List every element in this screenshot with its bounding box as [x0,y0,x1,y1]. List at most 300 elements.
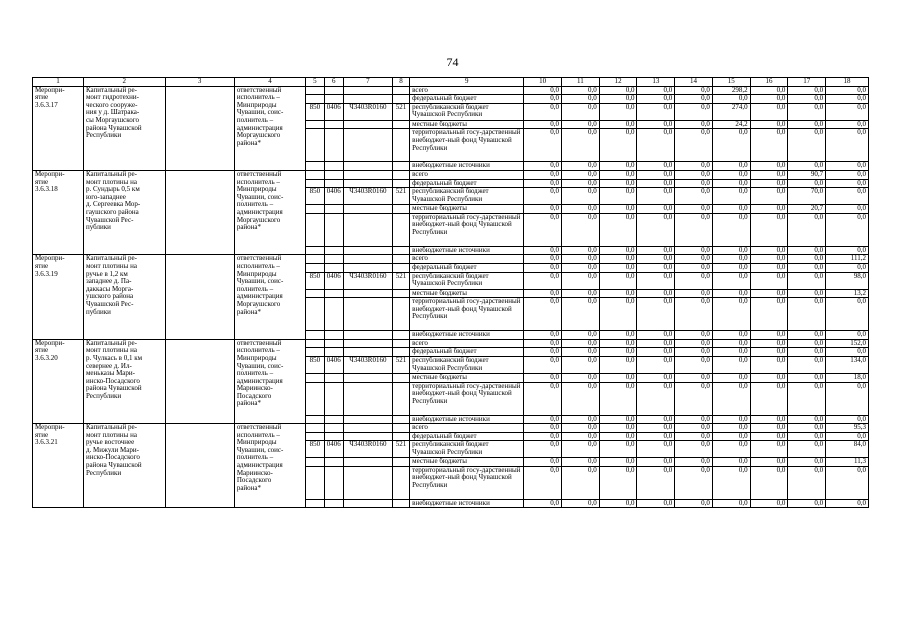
value-cell: 0,0 [788,432,826,441]
value-cell: 0,0 [826,120,869,129]
executor: ответственный исполнитель – Минприроды Чувашии, соис- полнитель – администрация Моргаушского района* [234,255,305,339]
measure-name: Капитальный ре- монт плотины на р. Сундырь 0,5 км юго-западнее д. Сергеевка Мор- гаушского района Чувашской Рес- публики [83,170,165,254]
value-cell: 0,0 [788,103,826,120]
value-cell: 0,0 [750,331,788,340]
value-cell: 0,0 [788,415,826,424]
value-cell: 24,2 [712,120,750,129]
code-c5: 850 [306,356,324,373]
value-cell: 0,0 [599,432,637,441]
code-c6 [324,205,343,214]
value-cell: 0,0 [712,162,750,171]
code-c5 [306,120,324,129]
code-c7 [343,415,392,424]
header-cell: 1 [33,78,84,87]
funding-source: федеральный бюджет [410,179,524,188]
value-cell: 0,0 [562,339,600,348]
code-c5 [306,170,324,179]
value-cell: 0,0 [599,356,637,373]
funding-source: республиканский бюджет Чувашской Республики [410,356,524,373]
value-cell: 0,0 [826,188,869,205]
value-cell: 0,0 [788,213,826,246]
value-cell: 0,0 [524,162,562,171]
value-cell: 0,0 [675,188,713,205]
value-cell: 0,0 [599,424,637,433]
code-c7 [343,255,392,264]
code-c8 [392,205,409,214]
value-cell: 0,0 [712,179,750,188]
value-cell: 0,0 [750,188,788,205]
value-cell: 0,0 [637,255,675,264]
value-cell: 0,0 [750,432,788,441]
value-cell: 0,0 [712,170,750,179]
code-c6 [324,86,343,95]
value-cell: 0,0 [675,415,713,424]
value-cell: 0,0 [675,103,713,120]
value-cell: 0,0 [826,499,869,508]
funding-source: территориальный госу-дарственный внебюджет-ный фонд Чувашской Республики [410,213,524,246]
code-c8 [392,263,409,272]
value-cell: 0,0 [712,95,750,104]
value-cell: 0,0 [524,382,562,415]
value-cell: 0,0 [599,205,637,214]
code-c6 [324,415,343,424]
value-cell: 0,0 [524,356,562,373]
value-cell: 0,0 [788,255,826,264]
value-cell: 0,0 [788,272,826,289]
value-cell: 0,0 [637,499,675,508]
value-cell: 0,0 [599,289,637,298]
value-cell: 0,0 [750,339,788,348]
value-cell: 0,0 [675,179,713,188]
header-cell: 14 [675,78,713,87]
code-c5 [306,255,324,264]
code-c7 [343,424,392,433]
budget-table [32,77,869,508]
value-cell: 0,0 [524,331,562,340]
table-row [33,255,869,264]
code-c8 [392,415,409,424]
value-cell: 95,3 [826,424,869,433]
value-cell: 0,0 [826,466,869,499]
code-c6 [324,95,343,104]
value-cell: 0,0 [675,424,713,433]
header-cell: 12 [599,78,637,87]
code-c8 [392,129,409,162]
value-cell: 0,0 [750,246,788,255]
code-c7 [343,95,392,104]
measure-id: Меропри- ятие 3.6.3.20 [33,339,84,423]
value-cell: 0,0 [826,103,869,120]
value-cell: 98,0 [826,272,869,289]
value-cell: 0,0 [712,466,750,499]
value-cell: 0,0 [750,289,788,298]
value-cell: 0,0 [750,263,788,272]
value-cell: 0,0 [524,86,562,95]
measure-name: Капитальный ре- монт плотины на р. Чулкась в 0,1 км севернее д. Ил- меньказы Мари- инско-Посадского района Чувашской Республики [83,339,165,423]
value-cell: 0,0 [599,129,637,162]
code-c7 [343,466,392,499]
header-cell: 8 [392,78,409,87]
value-cell: 0,0 [788,499,826,508]
code-c5 [306,373,324,382]
value-cell: 0,0 [788,348,826,357]
header-cell: 5 [306,78,324,87]
value-cell: 0,0 [675,466,713,499]
funding-source: всего [410,339,524,348]
executor: ответственный исполнитель – Минприроды Чувашии, соис- полнитель – администрация Моргаушского района* [234,170,305,254]
value-cell: 0,0 [788,129,826,162]
code-c6 [324,162,343,171]
funding-source: внебюджетные источники [410,415,524,424]
value-cell: 0,0 [562,86,600,95]
code-c7 [343,348,392,357]
value-cell: 0,0 [637,179,675,188]
value-cell: 0,0 [675,499,713,508]
value-cell: 274,0 [712,103,750,120]
value-cell: 0,0 [637,205,675,214]
code-c6 [324,339,343,348]
value-cell: 0,0 [712,188,750,205]
value-cell: 0,0 [524,179,562,188]
executor: ответственный исполнитель – Минприроды Чувашии, соис- полнитель – администрация Моргаушского района* [234,86,305,170]
code-c6 [324,289,343,298]
value-cell: 0,0 [675,86,713,95]
value-cell: 0,0 [599,441,637,458]
value-cell: 0,0 [826,331,869,340]
value-cell: 70,0 [788,188,826,205]
code-c7 [343,339,392,348]
funding-source: внебюджетные источники [410,499,524,508]
code-c7 [343,382,392,415]
value-cell: 0,0 [562,213,600,246]
table-row [33,424,869,433]
value-cell: 0,0 [599,415,637,424]
value-cell: 0,0 [524,263,562,272]
funding-source: местные бюджеты [410,205,524,214]
value-cell: 0,0 [562,188,600,205]
value-cell: 0,0 [750,458,788,467]
value-cell: 0,0 [524,298,562,331]
code-c6 [324,120,343,129]
value-cell: 0,0 [750,205,788,214]
value-cell: 0,0 [788,331,826,340]
value-cell: 0,0 [826,95,869,104]
measure-name: Капитальный ре- монт плотины на ручье восточнее д. Мижули Мари- инско-Посадского района Чувашской Республики [83,424,165,508]
code-c5 [306,499,324,508]
funding-source: всего [410,255,524,264]
code-c8 [392,162,409,171]
value-cell: 0,0 [562,499,600,508]
value-cell: 0,0 [599,373,637,382]
value-cell: 0,0 [562,424,600,433]
code-c6 [324,298,343,331]
funding-source: всего [410,170,524,179]
code-c5 [306,213,324,246]
value-cell: 0,0 [712,213,750,246]
code-c8 [392,246,409,255]
code-c7 [343,246,392,255]
value-cell: 0,0 [599,170,637,179]
measure-name: Капитальный ре- монт гидротехни- ческого сооруже- ния у д. Шатрака- сы Моргаушского района Чувашской Республики [83,86,165,170]
table-row [33,86,869,95]
value-cell: 0,0 [712,331,750,340]
value-cell: 0,0 [599,339,637,348]
value-cell: 0,0 [788,179,826,188]
code-c8 [392,86,409,95]
value-cell: 0,0 [599,272,637,289]
value-cell: 0,0 [675,246,713,255]
value-cell: 0,0 [637,162,675,171]
table-row [33,339,869,348]
value-cell: 0,0 [524,95,562,104]
code-c5 [306,298,324,331]
header-row [33,78,869,87]
value-cell: 0,0 [675,298,713,331]
value-cell: 0,0 [788,289,826,298]
code-c7: Ч3403R0160 [343,272,392,289]
value-cell: 0,0 [562,331,600,340]
value-cell: 0,0 [826,415,869,424]
code-c8 [392,382,409,415]
value-cell: 0,0 [675,205,713,214]
code-c7 [343,213,392,246]
value-cell: 0,0 [788,120,826,129]
code-c8 [392,339,409,348]
code-c6 [324,466,343,499]
value-cell: 0,0 [562,298,600,331]
code-c7: Ч3403R0160 [343,356,392,373]
funding-source: местные бюджеты [410,373,524,382]
value-cell: 0,0 [712,373,750,382]
code-c5 [306,179,324,188]
value-cell: 0,0 [637,466,675,499]
value-cell: 0,0 [637,432,675,441]
value-cell: 0,0 [675,373,713,382]
value-cell: 0,0 [637,382,675,415]
value-cell: 0,0 [675,129,713,162]
value-cell: 0,0 [750,95,788,104]
measure-id: Меропри- ятие 3.6.3.17 [33,86,84,170]
code-c6 [324,255,343,264]
code-c5 [306,129,324,162]
value-cell: 0,0 [675,458,713,467]
value-cell: 0,0 [712,339,750,348]
value-cell: 0,0 [562,95,600,104]
value-cell: 0,0 [675,432,713,441]
code-c8: 521 [392,441,409,458]
code-c8 [392,213,409,246]
code-c6 [324,129,343,162]
value-cell: 0,0 [637,458,675,467]
value-cell: 0,0 [562,205,600,214]
value-cell: 0,0 [750,356,788,373]
value-cell: 0,0 [637,298,675,331]
empty-col-3 [165,255,234,339]
code-c6 [324,348,343,357]
code-c5 [306,95,324,104]
value-cell: 0,0 [562,356,600,373]
code-c8 [392,179,409,188]
value-cell: 0,0 [788,466,826,499]
code-c8 [392,466,409,499]
value-cell: 0,0 [524,129,562,162]
value-cell: 0,0 [712,424,750,433]
code-c8 [392,348,409,357]
value-cell: 0,0 [524,424,562,433]
value-cell: 0,0 [788,373,826,382]
code-c5 [306,458,324,467]
value-cell: 0,0 [750,499,788,508]
code-c7 [343,263,392,272]
measure-id: Меропри- ятие 3.6.3.21 [33,424,84,508]
value-cell: 0,0 [524,373,562,382]
code-c6 [324,382,343,415]
header-cell: 18 [826,78,869,87]
value-cell: 0,0 [524,103,562,120]
value-cell: 0,0 [637,331,675,340]
value-cell: 0,0 [826,382,869,415]
header-cell: 17 [788,78,826,87]
value-cell: 0,0 [562,466,600,499]
code-c8 [392,298,409,331]
code-c6 [324,213,343,246]
value-cell: 0,0 [599,263,637,272]
value-cell: 0,0 [675,213,713,246]
code-c5 [306,339,324,348]
code-c7 [343,298,392,331]
code-c8 [392,458,409,467]
measure-id: Меропри- ятие 3.6.3.19 [33,255,84,339]
value-cell: 298,2 [712,86,750,95]
value-cell: 0,0 [712,246,750,255]
value-cell: 0,0 [599,331,637,340]
value-cell: 0,0 [675,162,713,171]
value-cell: 0,0 [637,339,675,348]
code-c6 [324,424,343,433]
value-cell: 0,0 [524,205,562,214]
value-cell: 0,0 [712,298,750,331]
funding-source: федеральный бюджет [410,432,524,441]
value-cell: 0,0 [826,170,869,179]
value-cell: 0,0 [712,255,750,264]
code-c6: 0406 [324,188,343,205]
value-cell: 0,0 [675,339,713,348]
value-cell: 0,0 [826,179,869,188]
funding-source: территориальный госу-дарственный внебюджет-ный фонд Чувашской Республики [410,466,524,499]
value-cell: 0,0 [599,246,637,255]
value-cell: 0,0 [637,170,675,179]
value-cell: 0,0 [750,170,788,179]
table-row [33,170,869,179]
value-cell: 0,0 [712,415,750,424]
value-cell: 0,0 [524,458,562,467]
code-c5 [306,348,324,357]
code-c7 [343,179,392,188]
value-cell: 0,0 [750,424,788,433]
funding-source: территориальный госу-дарственный внебюджет-ный фонд Чувашской Республики [410,129,524,162]
value-cell: 0,0 [599,213,637,246]
code-c6: 0406 [324,356,343,373]
value-cell: 0,0 [826,213,869,246]
code-c7: Ч3403R0160 [343,188,392,205]
code-c8 [392,120,409,129]
value-cell: 0,0 [826,129,869,162]
value-cell: 0,0 [562,129,600,162]
value-cell: 0,0 [524,120,562,129]
value-cell: 0,0 [712,356,750,373]
code-c7 [343,289,392,298]
header-cell: 2 [83,78,165,87]
value-cell: 0,0 [750,298,788,331]
value-cell: 0,0 [712,441,750,458]
code-c6 [324,246,343,255]
code-c6 [324,432,343,441]
value-cell: 0,0 [712,205,750,214]
code-c7 [343,499,392,508]
value-cell: 0,0 [637,129,675,162]
funding-source: федеральный бюджет [410,95,524,104]
code-c6 [324,331,343,340]
code-c7 [343,162,392,171]
value-cell: 0,0 [637,348,675,357]
empty-col-3 [165,86,234,170]
code-c6: 0406 [324,272,343,289]
code-c5: 850 [306,103,324,120]
funding-source: территориальный госу-дарственный внебюджет-ный фонд Чувашской Республики [410,382,524,415]
header-cell: 6 [324,78,343,87]
code-c7 [343,170,392,179]
value-cell: 0,0 [788,162,826,171]
funding-source: местные бюджеты [410,289,524,298]
value-cell: 0,0 [637,95,675,104]
value-cell: 84,0 [826,441,869,458]
value-cell: 0,0 [750,373,788,382]
value-cell: 13,2 [826,289,869,298]
code-c5 [306,205,324,214]
value-cell: 0,0 [524,188,562,205]
code-c5 [306,424,324,433]
value-cell: 0,0 [637,441,675,458]
measure-id: Меропри- ятие 3.6.3.18 [33,170,84,254]
value-cell: 0,0 [562,179,600,188]
value-cell: 0,0 [750,466,788,499]
code-c5 [306,415,324,424]
value-cell: 0,0 [826,162,869,171]
value-cell: 0,0 [524,272,562,289]
value-cell: 20,7 [788,205,826,214]
value-cell: 0,0 [826,246,869,255]
code-c5: 850 [306,441,324,458]
value-cell: 0,0 [750,415,788,424]
value-cell: 0,0 [675,255,713,264]
value-cell: 0,0 [826,86,869,95]
header-cell: 9 [410,78,524,87]
value-cell: 0,0 [599,179,637,188]
value-cell: 0,0 [637,188,675,205]
value-cell: 0,0 [524,289,562,298]
value-cell: 0,0 [599,348,637,357]
value-cell: 0,0 [788,356,826,373]
value-cell: 0,0 [524,170,562,179]
value-cell: 0,0 [788,424,826,433]
value-cell: 0,0 [599,499,637,508]
code-c6: 0406 [324,103,343,120]
code-c5 [306,162,324,171]
executor: ответственный исполнитель – Минприроды Чувашии, соис- полнитель – администрация Мариинско- Посадского района* [234,424,305,508]
value-cell: 0,0 [712,272,750,289]
funding-source: республиканский бюджет Чувашской Республики [410,103,524,120]
value-cell: 18,0 [826,373,869,382]
